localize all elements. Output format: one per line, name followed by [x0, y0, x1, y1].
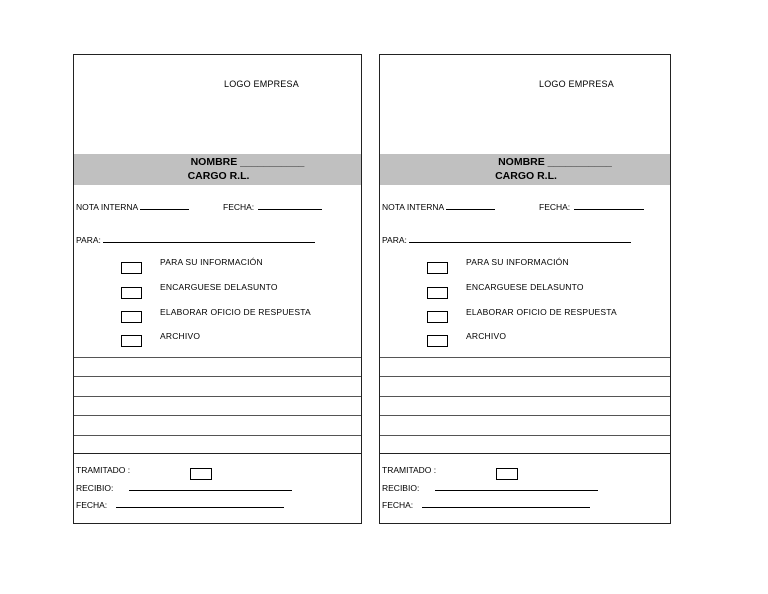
- option-encarguese: ENCARGUESE DELASUNTO: [466, 282, 584, 292]
- fecha-bottom-line: [422, 499, 590, 508]
- writing-line: [74, 396, 361, 397]
- writing-line: [74, 415, 361, 416]
- nombre-label: NOMBRE ___________: [498, 156, 612, 168]
- para-label: PARA:: [76, 235, 101, 245]
- writing-line: [74, 435, 361, 436]
- option-informacion: PARA SU INFORMACIÓN: [160, 257, 263, 267]
- cargo-label: CARGO R.L.: [187, 170, 250, 182]
- fecha-bottom-field[interactable]: [76, 499, 284, 510]
- tramitado-checkbox[interactable]: [190, 468, 212, 480]
- nota-interna-line: [446, 201, 495, 210]
- recibio-field[interactable]: [76, 482, 292, 493]
- header-band: [380, 154, 670, 185]
- writing-line: [380, 396, 670, 397]
- option-informacion: PARA SU INFORMACIÓN: [466, 257, 569, 267]
- checkbox-archivo[interactable]: [427, 335, 448, 347]
- company-logo-placeholder: LOGO EMPRESA: [539, 79, 614, 89]
- fecha-label: FECHA:: [539, 202, 571, 212]
- writing-line: [380, 376, 670, 377]
- company-logo-placeholder: LOGO EMPRESA: [224, 79, 299, 89]
- fecha-bottom-label: FECHA:: [382, 500, 414, 510]
- option-elaborar-oficio: ELABORAR OFICIO DE RESPUESTA: [466, 307, 617, 317]
- recibio-line: [129, 482, 292, 491]
- para-field[interactable]: [76, 234, 315, 245]
- writing-line: [74, 376, 361, 377]
- nota-interna-line: [140, 201, 189, 210]
- header-band: [74, 154, 361, 185]
- para-line: [103, 234, 315, 243]
- checkbox-elaborar-oficio[interactable]: [121, 311, 142, 323]
- para-line: [409, 234, 631, 243]
- recibio-field[interactable]: [382, 482, 598, 493]
- recibio-label: RECIBIO:: [382, 483, 420, 493]
- fecha-line: [574, 201, 644, 210]
- recibio-line: [435, 482, 598, 491]
- writing-line: [380, 415, 670, 416]
- checkbox-encarguese[interactable]: [121, 287, 142, 299]
- fecha-bottom-label: FECHA:: [76, 500, 108, 510]
- option-archivo: ARCHIVO: [160, 331, 201, 341]
- tramitado-checkbox[interactable]: [496, 468, 518, 480]
- para-field[interactable]: [382, 234, 631, 245]
- checkbox-encarguese[interactable]: [427, 287, 448, 299]
- nota-interna-label: NOTA INTERNA: [382, 202, 445, 212]
- option-encarguese: ENCARGUESE DELASUNTO: [160, 282, 278, 292]
- checkbox-informacion[interactable]: [121, 262, 142, 274]
- option-archivo: ARCHIVO: [466, 331, 507, 341]
- checkbox-informacion[interactable]: [427, 262, 448, 274]
- para-label: PARA:: [382, 235, 407, 245]
- tramitado-label: TRAMITADO :: [76, 465, 131, 475]
- section-divider: [74, 453, 361, 454]
- fecha-bottom-field[interactable]: [382, 499, 590, 510]
- writing-line: [380, 435, 670, 436]
- memo-form-right: [379, 54, 671, 524]
- nota-interna-field[interactable]: [76, 201, 189, 212]
- option-elaborar-oficio: ELABORAR OFICIO DE RESPUESTA: [160, 307, 311, 317]
- checkbox-archivo[interactable]: [121, 335, 142, 347]
- cargo-label: CARGO R.L.: [495, 170, 557, 182]
- fecha-line: [258, 201, 322, 210]
- fecha-field[interactable]: [539, 201, 644, 212]
- checkbox-elaborar-oficio[interactable]: [427, 311, 448, 323]
- section-divider: [380, 453, 670, 454]
- fecha-label: FECHA:: [223, 202, 255, 212]
- nota-interna-field[interactable]: [382, 201, 495, 212]
- tramitado-label: TRAMITADO :: [382, 465, 437, 475]
- fecha-bottom-line: [116, 499, 284, 508]
- nombre-label: NOMBRE ___________: [190, 156, 305, 168]
- writing-line: [74, 357, 361, 358]
- recibio-label: RECIBIO:: [76, 483, 114, 493]
- writing-line: [380, 357, 670, 358]
- fecha-field[interactable]: [223, 201, 322, 212]
- memo-form-left: [73, 54, 362, 524]
- nota-interna-label: NOTA INTERNA: [76, 202, 139, 212]
